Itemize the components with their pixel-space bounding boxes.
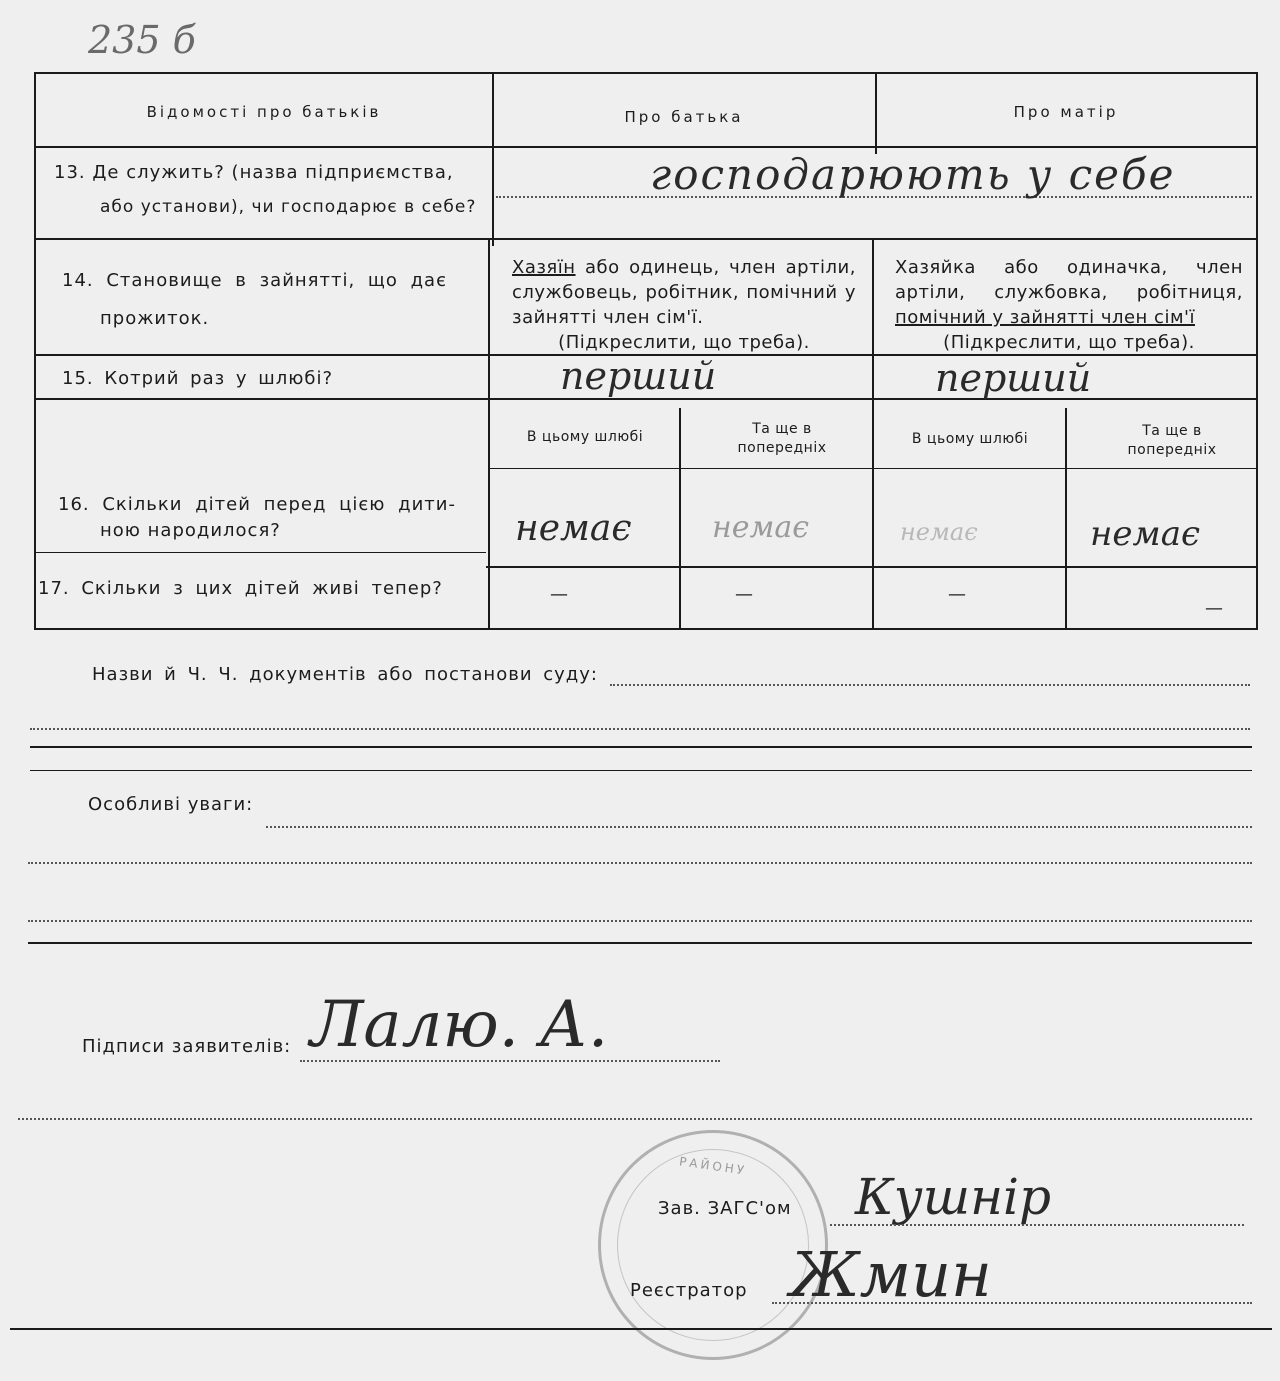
q15-mother-answer: перший [935,356,1092,400]
q16-line2: ною народилося? [100,520,281,541]
remarks-line-2 [28,862,1252,864]
remarks-line-1 [266,826,1252,828]
q14-mother-text: Хазяйка або одиначка, член артіли, службовка, робітниця, [895,257,1243,303]
header-parents-info: Відомості про батьків [146,103,382,121]
q14-father-selected: Хазяїн [512,257,576,278]
registrar-signature-line [772,1302,1252,1304]
remarks-label: Особливі уваги: [88,794,254,815]
q16-answer-father-this: немає [515,508,632,549]
sub-previous-mother: Та ще в попередніх [1127,423,1217,458]
signatures-label: Підписи заявителів: [82,1036,292,1057]
q16-line1: 16. Скільки дітей перед цією дити- [58,494,456,515]
q16-answer-father-prev: немає [712,510,810,545]
q14-mother-selected: помічний у зайнятті член сім'ї [895,307,1195,328]
q15-question: 15. Котрий раз у шлюбі? [62,368,334,389]
q14-mother-note: (Підкреслити, що треба). [943,332,1195,353]
q14-father-options [512,255,856,355]
q14-father-rest: або одинець, член артіли, службовець, робітник, помічний у зайнятті член сім'ї. [512,257,856,328]
head-signature-line [830,1224,1244,1226]
header-about-father: Про батька [624,108,744,126]
q13-line2: або установи), чи господарює в себе? [100,197,477,217]
stamp-text: РАЙОНУ [678,1154,748,1178]
applicant-signature: Лалю. А. [310,988,609,1062]
sub-this-marriage-father: В цьому шлюбі [526,429,644,445]
q13-answer: господарюють у себе [650,150,1176,199]
signatures-line-1 [300,1060,720,1062]
q17-answer-4: — [1205,598,1224,619]
q16-answer-mother-this: немає [900,518,978,546]
registrar-label: Реєстратор [630,1280,748,1301]
q17-question: 17. Скільки з цих дітей живі тепер? [38,578,443,599]
q14-line1: 14. Становище в зайнятті, що дає [62,270,447,291]
documents-line-2 [30,728,1250,730]
q16-answer-mother-prev: немає [1090,514,1201,554]
page-number: 235 б [88,18,196,62]
signatures-line-2 [18,1118,1252,1120]
remarks-line-3 [28,920,1252,922]
q17-answer-2: — [735,584,754,605]
q14-father-note: (Підкреслити, що треба). [558,332,810,353]
q17-answer-1: — [550,584,569,605]
sub-this-marriage-mother: В цьому шлюбі [911,431,1029,447]
documents-line-1 [610,684,1250,686]
q17-answer-3: — [948,584,967,605]
head-label: Зав. ЗАГС'ом [658,1198,792,1219]
head-signature: Кушнір [855,1168,1051,1226]
q13-line1: 13. Де служить? (назва підприємства, [54,162,454,183]
q15-father-answer: перший [560,354,717,398]
registrar-signature: Жмин [790,1238,992,1311]
header-about-mother: Про матір [1013,103,1119,121]
q14-line2: прожиток. [100,308,210,329]
documents-label: Назви й Ч. Ч. документів або постанови суду: [92,664,598,685]
q14-mother-options [895,255,1243,355]
sub-previous-father: Та ще в попередніх [737,421,827,456]
